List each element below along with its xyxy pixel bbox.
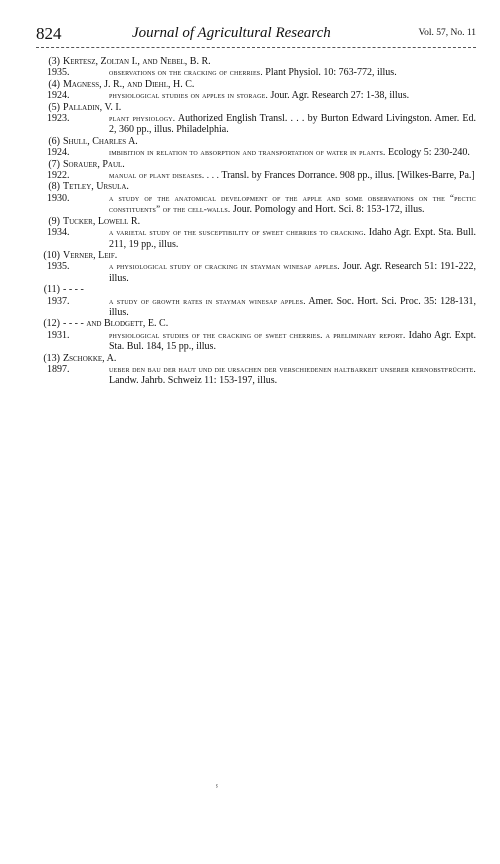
reference-source: Idaho Agr. Expt. Sta. Bul. 184, 15 pp., illus.	[109, 329, 476, 353]
reference-author: Zschokke, A.	[63, 352, 117, 364]
reference-number: (12)	[43, 318, 60, 330]
reference-source: Idaho Agr. Expt. Sta. Bull. 211, 19 pp., illus.	[109, 227, 477, 250]
header-rule	[36, 47, 476, 48]
reference-year: 1924.	[47, 147, 70, 159]
reference-title: a study of the anatomical development of the apple and some observations on the “pectic constituents” of the cell-walls.	[109, 192, 476, 215]
reference-number: (8)	[48, 181, 60, 193]
reference-author: - - - - and Blodgett, E. C.	[63, 318, 169, 330]
reference-author: Tetley, Ursula.	[63, 181, 129, 193]
page-mark: ⸯ	[214, 786, 220, 797]
reference-number: (5)	[48, 101, 60, 113]
reference-item	[36, 136, 476, 159]
page-number: 824	[36, 24, 62, 43]
reference-number: (4)	[48, 78, 60, 90]
reference-number: (9)	[48, 215, 60, 227]
reference-year: 1937.	[47, 295, 70, 307]
reference-year: 1931.	[47, 329, 70, 341]
reference-year: 1934.	[47, 227, 70, 239]
reference-title: observations on the cracking of cherries.	[109, 67, 263, 78]
reference-source: Transl. by Frances Dorrance. 908 pp., illus. [Wilkes-Barre, Pa.]	[221, 170, 475, 182]
reference-author: Magness, J. R., and Diehl, H. C.	[63, 78, 195, 90]
volume-issue: Vol. 57, No. 11	[418, 28, 476, 38]
reference-author: Shull, Charles A.	[63, 135, 138, 147]
reference-title: imbibition in relation to absorption and transportation of water in plants.	[109, 147, 386, 158]
reference-author: Sorauer, Paul.	[63, 158, 125, 170]
reference-author: - - - -	[63, 284, 84, 296]
reference-source: Jour. Agr. Research 27: 1-38, illus.	[270, 90, 410, 102]
reference-item	[36, 159, 476, 182]
running-header	[36, 24, 476, 46]
reference-item	[36, 250, 476, 284]
reference-title: ueber den bau der haut und die ursachen der verschiedenen haltbarkeit unserer kernobstfrüchte.	[109, 363, 476, 374]
reference-source: Landw. Jahrb. Schweiz 11: 153-197, illus.	[109, 375, 278, 387]
reference-title: physiological studies of the cracking of sweet cherries. a preliminary report.	[109, 329, 406, 340]
reference-year: 1924.	[47, 90, 70, 102]
reference-title: a study of growth rates in stayman winesap apples.	[109, 295, 306, 306]
reference-year: 1897.	[47, 363, 70, 375]
reference-author: Verner, Leif.	[63, 249, 118, 261]
reference-item	[36, 353, 476, 387]
reference-year: 1922.	[47, 170, 70, 182]
reference-title: a varietal study of the susceptibility of sweet cherries to cracking.	[109, 227, 366, 238]
reference-author: Palladin, V. I.	[63, 101, 122, 113]
reference-number: (3)	[48, 56, 60, 67]
reference-title: plant physiology.	[109, 113, 176, 124]
reference-source: Jour. Pomology and Hort. Sci. 8: 153-172, illus.	[232, 204, 425, 216]
reference-item	[36, 284, 476, 318]
reference-title: manual of plant diseases. . . .	[109, 170, 220, 181]
reference-number: (7)	[48, 158, 60, 170]
reference-item	[36, 56, 476, 79]
reference-source: Jour. Agr. Research 51: 191-222, illus.	[109, 261, 477, 284]
reference-author: Kertesz, Zoltan I., and Nebel, B. R.	[63, 56, 211, 67]
reference-item	[36, 181, 476, 215]
reference-number: (13)	[43, 352, 60, 364]
reference-title: physiological studies on apples in storage.	[109, 90, 268, 101]
reference-source: Ecology 5: 230-240.	[387, 147, 470, 159]
reference-item	[36, 318, 476, 352]
reference-source: Authorized English Transl. . . . by Burton Edward Livingston. Amer. Ed. 2, 360 pp., illus. Philadelphia.	[109, 113, 476, 136]
reference-number: (11)	[43, 284, 60, 296]
journal-title: Journal of Agricultural Research	[132, 25, 331, 41]
reference-number: (10)	[43, 249, 60, 261]
reference-item	[36, 79, 476, 102]
reference-year: 1935.	[47, 261, 70, 273]
reference-source: Plant Physiol. 10: 763-772, illus.	[265, 67, 397, 79]
reference-list	[36, 56, 476, 387]
reference-number: (6)	[48, 135, 60, 147]
reference-item	[36, 102, 476, 136]
reference-year: 1930.	[47, 192, 70, 204]
reference-source: Amer. Soc. Hort. Sci. Proc. 35: 128-131, illus.	[109, 295, 477, 318]
reference-author: Tucker, Lowell R.	[63, 215, 141, 227]
reference-year: 1935.	[47, 67, 70, 79]
reference-year: 1923.	[47, 113, 70, 125]
reference-item	[36, 216, 476, 250]
reference-title: a physiological study of cracking in stayman winesap apples.	[109, 261, 340, 272]
